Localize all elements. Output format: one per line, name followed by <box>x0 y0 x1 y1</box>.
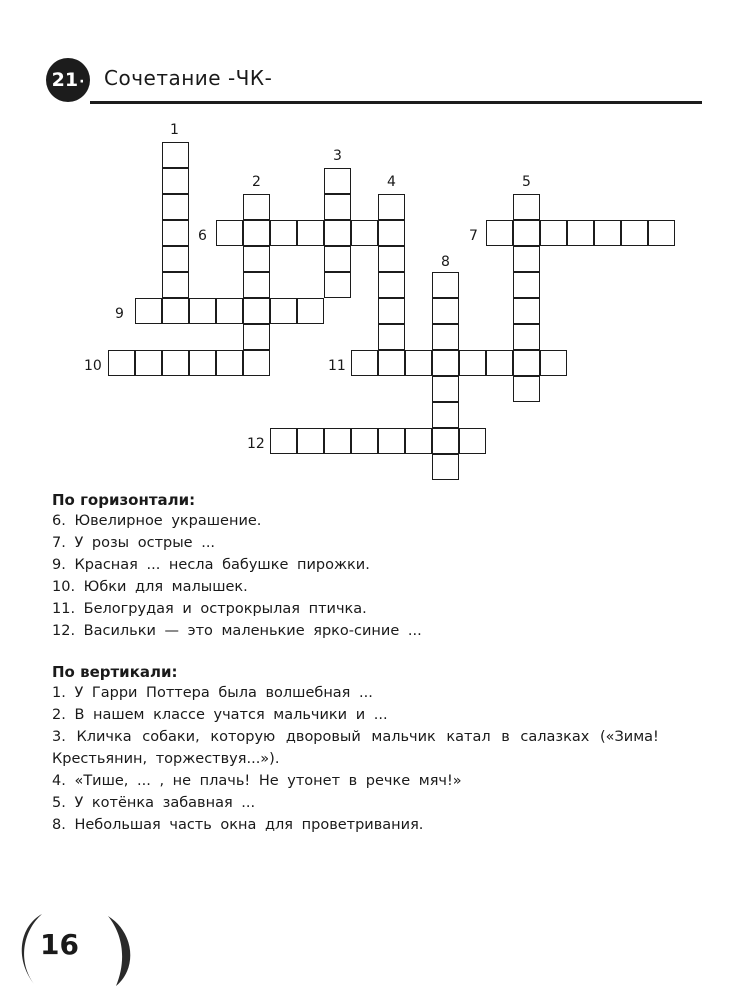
clue-number-12: 12 <box>247 436 265 452</box>
down-clue-3-continued: Крестьянин, торжествуя...»). <box>52 751 280 767</box>
crossword-cell[interactable] <box>297 220 324 246</box>
crossword-cell[interactable] <box>216 350 243 376</box>
crossword-cell[interactable] <box>297 428 324 454</box>
crossword-cell[interactable] <box>486 220 513 246</box>
crossword-cell[interactable] <box>135 298 162 324</box>
crossword-cell[interactable] <box>216 220 243 246</box>
clue-number-9: 9 <box>115 306 124 322</box>
crossword-cell[interactable] <box>162 298 189 324</box>
crossword-cell[interactable] <box>513 350 540 376</box>
crossword-cell[interactable] <box>216 298 243 324</box>
clue-number-11: 11 <box>328 358 346 374</box>
crossword-cell[interactable] <box>324 272 351 298</box>
down-heading: По вертикали: <box>52 663 178 681</box>
down-clue-1: 1. У Гарри Поттера была волшебная ... <box>52 685 373 701</box>
clue-number-3: 3 <box>333 148 342 164</box>
crossword-cell[interactable] <box>378 220 405 246</box>
crossword-cell[interactable] <box>513 194 540 220</box>
clue-number-6: 6 <box>198 228 207 244</box>
crossword-cell[interactable] <box>324 428 351 454</box>
page-number: 16 <box>40 928 79 961</box>
crossword-cell[interactable] <box>189 350 216 376</box>
down-clue-8: 8. Небольшая часть окна для проветривания. <box>52 817 424 833</box>
across-clue-11: 11. Белогрудая и острокрылая птичка. <box>52 601 367 617</box>
crossword-cell[interactable] <box>378 428 405 454</box>
across-clue-7: 7. У розы острые ... <box>52 535 216 551</box>
clue-number-8: 8 <box>441 254 450 270</box>
crossword-cell[interactable] <box>162 350 189 376</box>
crossword-cell[interactable] <box>432 454 459 480</box>
crossword-cell[interactable] <box>432 376 459 402</box>
crossword-cell[interactable] <box>243 298 270 324</box>
crossword-cell[interactable] <box>432 350 459 376</box>
crossword-cell[interactable] <box>324 220 351 246</box>
crossword-cell[interactable] <box>432 428 459 454</box>
crossword-cell[interactable] <box>378 194 405 220</box>
crossword-cell[interactable] <box>540 220 567 246</box>
lesson-number: 21 <box>51 69 79 91</box>
crossword-cell[interactable] <box>459 350 486 376</box>
clue-number-4: 4 <box>387 174 396 190</box>
down-clue-3: 3. Кличка собаки, которую дворовый мальчик катал в салазках («Зима! <box>52 729 659 745</box>
down-clue-2: 2. В нашем классе учатся мальчики и ... <box>52 707 388 723</box>
crossword-cell[interactable] <box>270 220 297 246</box>
crossword-cell[interactable] <box>243 350 270 376</box>
crossword-cell[interactable] <box>378 272 405 298</box>
crossword-cell[interactable] <box>297 298 324 324</box>
crossword-cell[interactable] <box>513 246 540 272</box>
crossword-cell[interactable] <box>486 350 513 376</box>
crossword-cell[interactable] <box>135 350 162 376</box>
crossword-cell[interactable] <box>162 246 189 272</box>
crossword-cell[interactable] <box>189 298 216 324</box>
crossword-cell[interactable] <box>324 194 351 220</box>
crossword-cell[interactable] <box>621 220 648 246</box>
crossword-cell[interactable] <box>324 168 351 194</box>
crossword-cell[interactable] <box>270 428 297 454</box>
crossword-cell[interactable] <box>594 220 621 246</box>
crossword-cell[interactable] <box>243 246 270 272</box>
crossword-cell[interactable] <box>378 324 405 350</box>
crossword-cell[interactable] <box>243 324 270 350</box>
crossword-cell[interactable] <box>513 272 540 298</box>
crossword-cell[interactable] <box>432 324 459 350</box>
crossword-cell[interactable] <box>324 246 351 272</box>
crossword-cell[interactable] <box>243 220 270 246</box>
crossword-cell[interactable] <box>162 142 189 168</box>
crossword-cell[interactable] <box>351 220 378 246</box>
lesson-number-dot: · <box>79 74 85 90</box>
crossword-cell[interactable] <box>540 350 567 376</box>
crossword-cell[interactable] <box>513 376 540 402</box>
crossword-cell[interactable] <box>351 350 378 376</box>
across-clue-9: 9. Красная ... несла бабушке пирожки. <box>52 557 370 573</box>
crossword-cell[interactable] <box>162 168 189 194</box>
clue-number-10: 10 <box>84 358 102 374</box>
crossword-cell[interactable] <box>513 324 540 350</box>
crossword-cell[interactable] <box>432 272 459 298</box>
across-clue-6: 6. Ювелирное украшение. <box>52 513 262 529</box>
crossword-cell[interactable] <box>270 298 297 324</box>
crossword-cell[interactable] <box>405 428 432 454</box>
crossword-cell[interactable] <box>405 350 432 376</box>
crossword-cell[interactable] <box>162 194 189 220</box>
across-clue-10: 10. Юбки для малышек. <box>52 579 248 595</box>
crossword-cell[interactable] <box>459 428 486 454</box>
crossword-cell[interactable] <box>243 194 270 220</box>
crossword-cell[interactable] <box>378 298 405 324</box>
clue-number-7: 7 <box>469 228 478 244</box>
crossword-cell[interactable] <box>162 220 189 246</box>
clue-number-2: 2 <box>252 174 261 190</box>
down-clue-5: 5. У котёнка забавная ... <box>52 795 256 811</box>
crossword-cell[interactable] <box>648 220 675 246</box>
crossword-cell[interactable] <box>351 428 378 454</box>
crossword-cell[interactable] <box>567 220 594 246</box>
crossword-cell[interactable] <box>378 246 405 272</box>
down-clue-4: 4. «Тише, ... , не плачь! Не утонет в речке мяч!» <box>52 773 462 789</box>
across-heading: По горизонтали: <box>52 491 196 509</box>
clue-number-5: 5 <box>522 174 531 190</box>
crossword-cell[interactable] <box>108 350 135 376</box>
crossword-cell[interactable] <box>162 272 189 298</box>
across-clue-12: 12. Васильки — это маленькие ярко-синие ... <box>52 623 422 639</box>
clue-number-1: 1 <box>170 122 179 138</box>
crossword-cell[interactable] <box>513 298 540 324</box>
crossword-cell[interactable] <box>513 220 540 246</box>
crossword-cell[interactable] <box>432 402 459 428</box>
crossword-cell[interactable] <box>378 350 405 376</box>
crossword-cell[interactable] <box>243 272 270 298</box>
crossword-cell[interactable] <box>432 298 459 324</box>
page-title: Сочетание -ЧК- <box>104 66 273 90</box>
